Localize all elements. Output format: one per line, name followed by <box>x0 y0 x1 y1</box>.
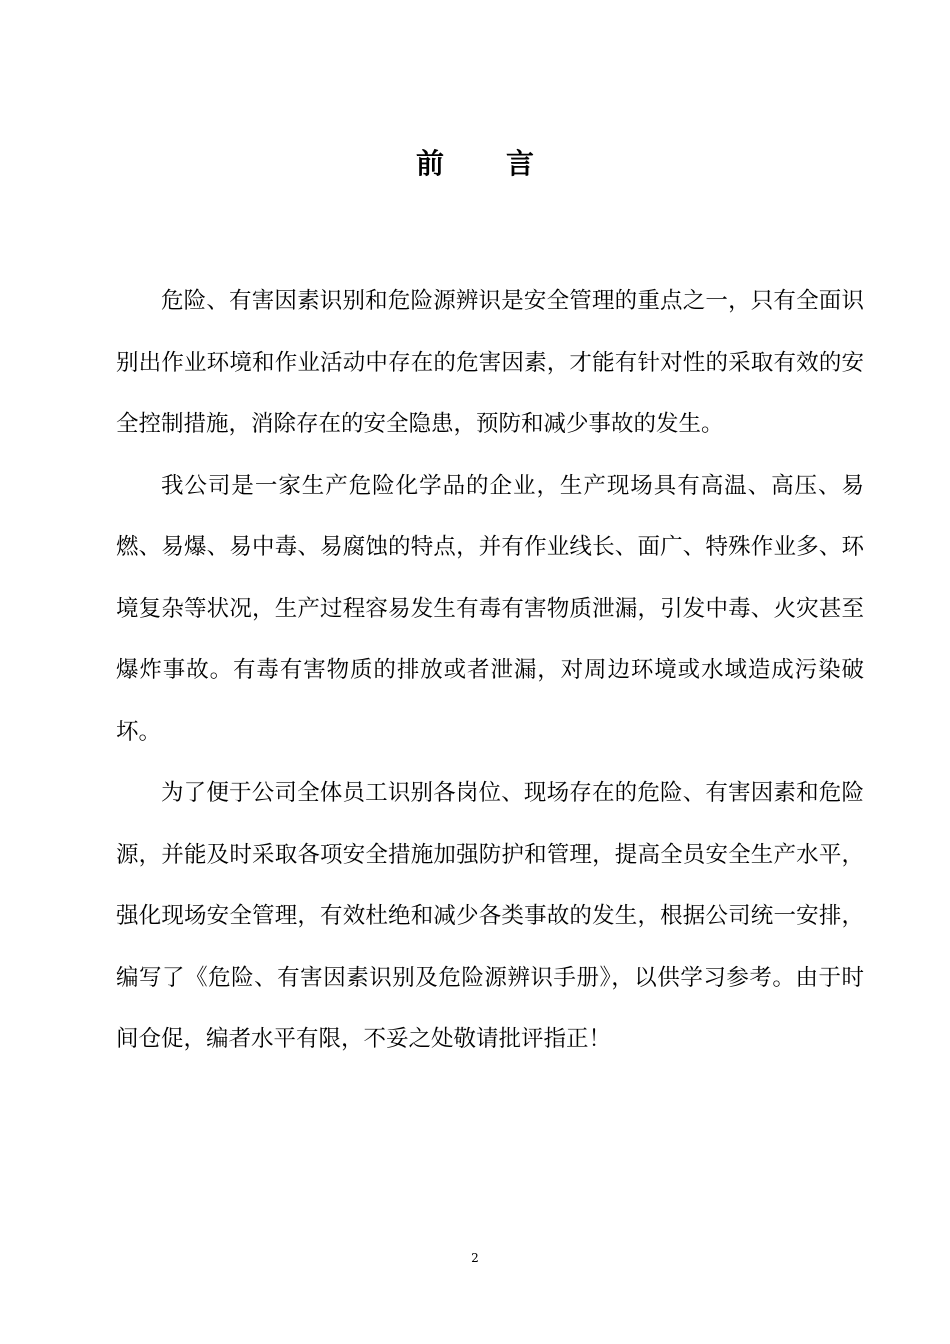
paragraph-3: 为了便于公司全体员工识别各岗位、现场存在的危险、有害因素和危险源，并能及时采取各项安全措施加强防护和管理，提高全员安全生产水平，强化现场安全管理，有效杜绝和减少各类事故的发生，根据公司统一安排，编写了《危险、有害因素识别及危险源辨识手册》，以供学习参考。由于时间仓促，编者水平有限，不妥之处敬请批评指正！ <box>116 780 864 1052</box>
page-title-part1: 前 <box>415 147 444 180</box>
paragraph-2: 我公司是一家生产危险化学品的企业，生产现场具有高温、高压、易燃、易爆、易中毒、易腐蚀的特点，并有作业线长、面广、特殊作业多、环境复杂等状况，生产过程容易发生有毒有害物质泄漏，引发中毒、火灾甚至爆炸事故。有毒有害物质的排放或者泄漏，对周边环境或水域造成污染破坏。 <box>116 472 864 745</box>
page-number: 2 <box>471 1251 479 1265</box>
page-title <box>0 140 950 188</box>
page-title-part2: 言 <box>506 147 535 180</box>
body-text <box>116 271 864 1071</box>
paragraph-1: 危险、有害因素识别和危险源辨识是安全管理的重点之一，只有全面识别出作业环境和作业活动中存在的危害因素，才能有针对性的采取有效的安全控制措施，消除存在的安全隐患，预防和减少事故的发生。 <box>116 288 864 437</box>
